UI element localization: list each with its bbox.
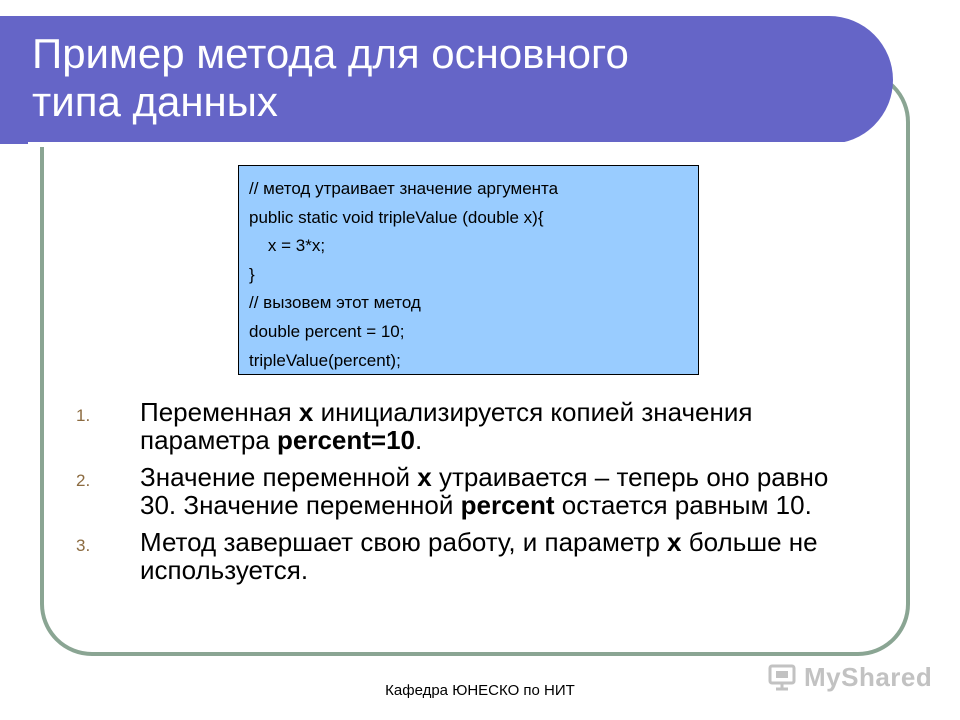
- list-number: 1.: [76, 406, 91, 425]
- title-line-1: Пример метода для основного: [32, 30, 629, 77]
- text-part: .: [415, 425, 423, 455]
- list-item: [70, 463, 860, 519]
- title-line-2: типа данных: [32, 78, 278, 125]
- list-item: [70, 398, 860, 454]
- list-item: [70, 528, 860, 584]
- code-line: public static void tripleValue (double x){: [249, 207, 544, 227]
- numbered-list: [70, 398, 860, 593]
- bold-term: percent=10: [276, 425, 416, 455]
- text-part: инициализируется копией значения параметра: [140, 397, 753, 455]
- bold-term: x: [298, 397, 314, 427]
- code-line: }: [249, 264, 255, 284]
- presentation-icon: [768, 663, 800, 691]
- code-line: // вызовем этот метод: [249, 293, 421, 313]
- code-line: double percent = 10;: [249, 321, 405, 341]
- page-title: [32, 30, 852, 126]
- bold-term: x: [667, 527, 682, 557]
- list-item-text: [140, 463, 860, 519]
- title-bar: [0, 16, 893, 144]
- text-part: Значение переменной: [140, 462, 418, 492]
- footer-text: Кафедра ЮНЕСКО по НИТ: [385, 682, 575, 699]
- list-number: 3.: [76, 536, 91, 555]
- code-line: x = 3*x;: [249, 236, 326, 256]
- bold-term: percent: [460, 490, 555, 520]
- watermark-logo[interactable]: [768, 657, 932, 697]
- code-block: [238, 165, 699, 375]
- text-part: утраивается – теперь оно равно 30. Значение переменной: [140, 462, 829, 520]
- bold-term: x: [417, 462, 432, 492]
- title-underline: [28, 142, 846, 147]
- list-number: 2.: [76, 471, 91, 490]
- code-line: tripleValue(percent);: [249, 350, 401, 370]
- text-part: больше не используется.: [140, 527, 818, 585]
- text-part: Метод завершает свою работу, и параметр: [140, 527, 668, 557]
- list-item-text: [140, 398, 860, 454]
- watermark-text: MyShared: [804, 661, 933, 692]
- list-item-text: [140, 528, 860, 584]
- text-part: остается равным 10.: [554, 490, 812, 520]
- code-line: // метод утраивает значение аргумента: [249, 179, 559, 198]
- text-part: Переменная: [140, 397, 299, 427]
